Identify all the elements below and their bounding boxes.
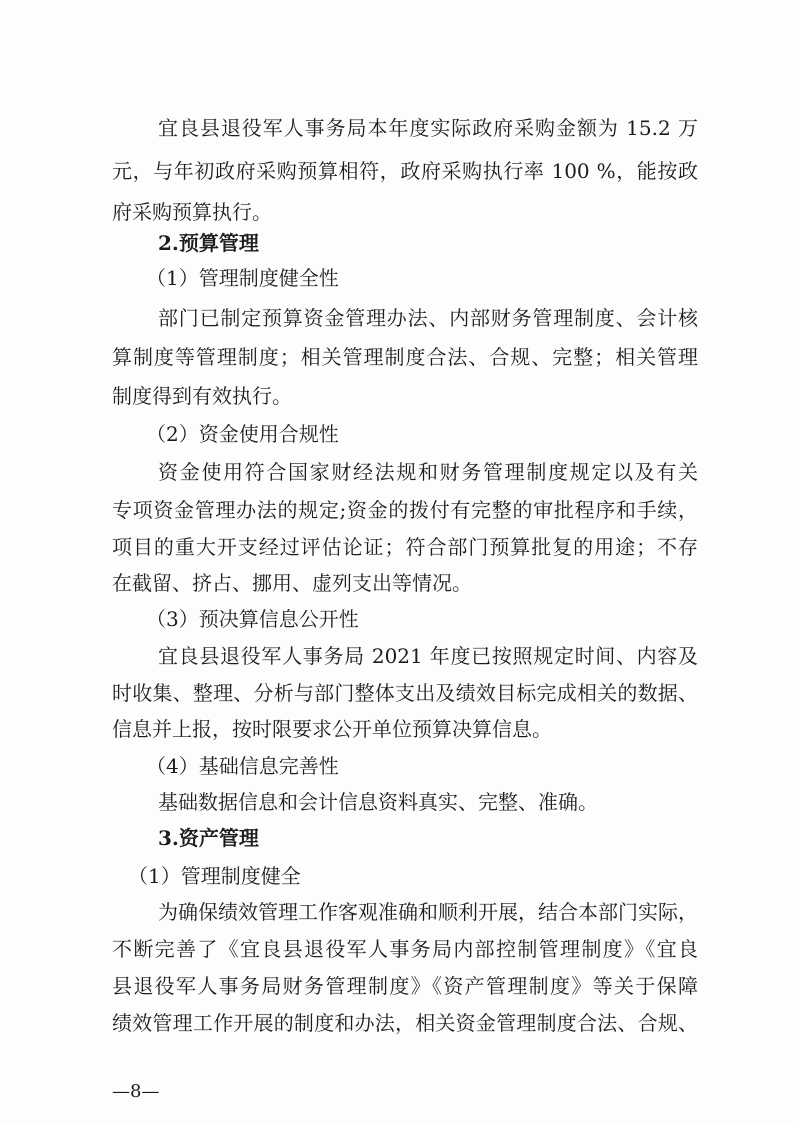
paragraph-line: 算制度等管理制度；相关管理制度合法、合规、完整；相关管理	[112, 345, 698, 369]
subsection-heading: （1）管理制度健全性	[146, 266, 339, 290]
subsection-heading: （2）资金使用合规性	[146, 422, 339, 446]
paragraph-line: 为确保绩效管理工作客观准确和顺利开展，结合本部门实际，	[158, 900, 698, 924]
paragraph-line: 宜良县退役军人事务局本年度实际政府采购金额为 15.2 万	[158, 116, 698, 140]
section-heading: 2.预算管理	[158, 231, 259, 255]
paragraph-line: 不断完善了《宜良县退役军人事务局内部控制管理制度》《宜良	[112, 937, 698, 961]
paragraph-line: 宜良县退役军人事务局 2021 年度已按照规定时间、内容及	[158, 644, 698, 668]
paragraph-line: 项目的重大开支经过评估论证；符合部门预算批复的用途；不存	[112, 535, 698, 559]
subsection-heading: （4）基础信息完善性	[146, 754, 339, 778]
paragraph-line: 元，与年初政府采购预算相符，政府采购执行率 100 %，能按政	[112, 159, 698, 183]
paragraph-line: 在截留、挤占、挪用、虚列支出等情况。	[112, 571, 472, 595]
subsection-heading: （1）管理制度健全	[128, 864, 301, 888]
paragraph-line: 资金使用符合国家财经法规和财务管理制度规定以及有关	[158, 460, 698, 484]
paragraph-line: 专项资金管理办法的规定;资金的拨付有完整的审批程序和手续，	[112, 498, 698, 522]
paragraph-line: 基础数据信息和会计信息资料真实、完整、准确。	[158, 790, 598, 814]
paragraph-line: 时收集、整理、分析与部门整体支出及绩效目标完成相关的数据、	[112, 681, 698, 705]
paragraph-line: 制度得到有效执行。	[112, 384, 292, 408]
paragraph-line: 部门已制定预算资金管理办法、内部财务管理制度、会计核	[158, 306, 698, 330]
subsection-heading: （3）预决算信息公开性	[146, 607, 359, 631]
section-heading: 3.资产管理	[158, 826, 259, 850]
paragraph-line: 府采购预算执行。	[112, 200, 272, 224]
page-number: —8—	[112, 1081, 160, 1102]
paragraph-line: 县退役军人事务局财务管理制度》《资产管理制度》等关于保障	[112, 974, 698, 998]
paragraph-line: 信息并上报，按时限要求公开单位预算决算信息。	[112, 717, 552, 741]
paragraph-line: 绩效管理工作开展的制度和办法，相关资金管理制度合法、合规、	[112, 1011, 698, 1035]
